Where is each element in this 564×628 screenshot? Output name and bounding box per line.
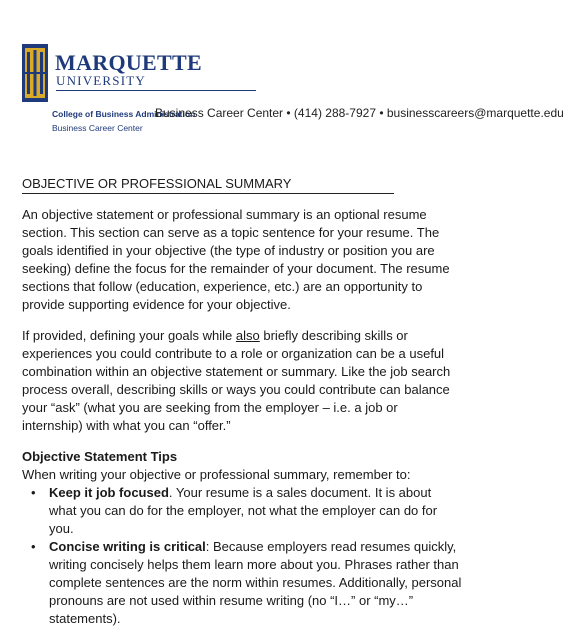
- marquette-logo-icon: [22, 44, 48, 102]
- document-body: [22, 176, 462, 628]
- paragraph-goals-end: briefly describing skills or experiences you could contribute to a role or organization can be a useful combination within an objective statement or summary. Like the job search process overall, describing skills or ways you could contribute can balance your “ask” (what you are seeking from the employer – i.e. a job or internship) with what you can “offer.”: [22, 328, 451, 433]
- tip-bold-label: Keep it job focused: [49, 485, 169, 500]
- tip-text: . Your resume is a sales document. It is about what you can do for the employer, not what the employer can do for you.: [49, 485, 438, 536]
- tips-list: [22, 484, 462, 628]
- paragraph-intro: An objective statement or professional summary is an optional resume section. This section can serve as a topic sentence for your resume. The goals identified in your objective (the type of industry or position you are seeking) define the focus for the remainder of your document. The resume sections that follow (education, experience, etc.) are an opportunity to provide supporting evidence for your objective.: [22, 207, 450, 312]
- underlined-word: also: [235, 328, 260, 343]
- department-name: Business Career Center: [52, 123, 143, 133]
- tip-text: : Because employers read resumes quickly, writing concisely helps them learn more about you. Phrases rather than complete sentences are the norm within resumes. Additionally, personal pronouns are not used within resume writing (no “I…” or “my…” statements).: [49, 539, 462, 626]
- letterhead: [22, 44, 564, 134]
- university-subtitle: UNIVERSITY: [56, 73, 146, 88]
- tips-heading: Objective Statement Tips: [22, 449, 178, 464]
- bullet-icon: •: [31, 485, 36, 500]
- section-divider: [22, 193, 394, 194]
- tips-intro: When writing your objective or professional summary, remember to:: [22, 467, 411, 482]
- paragraph-goals: [22, 327, 462, 435]
- list-item: [22, 538, 462, 628]
- list-item: [22, 484, 462, 538]
- university-name: MARQUETTE: [55, 50, 202, 75]
- college-name: College of Business Administration: [52, 109, 196, 119]
- bullet-icon: •: [31, 539, 36, 554]
- paragraph-goals-start: If provided, defining your goals while: [22, 328, 236, 343]
- header-divider: [56, 90, 256, 91]
- contact-line: Business Career Center • (414) 288-7927 • businesscareers@marquette.edu: [155, 106, 564, 120]
- tip-bold-label: Concise writing is critical: [49, 539, 206, 554]
- section-title: OBJECTIVE OR PROFESSIONAL SUMMARY: [22, 176, 292, 191]
